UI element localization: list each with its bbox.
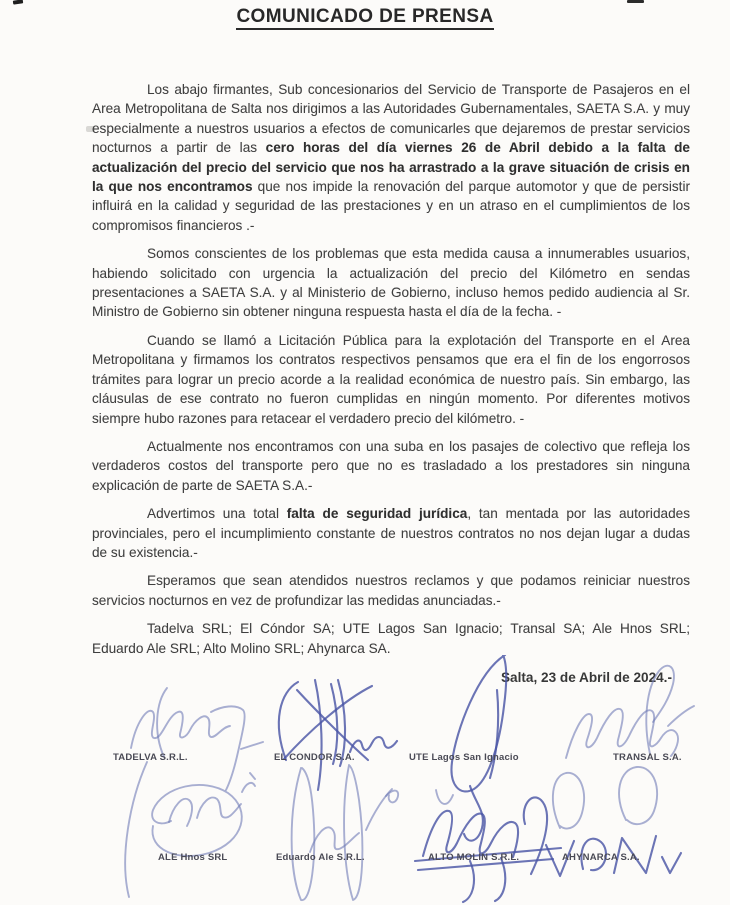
signature-el-condor — [279, 680, 397, 790]
document-paragraphs — [92, 80, 690, 667]
signature-label-eduardo-ale: Eduardo Ale S.R.L. — [276, 852, 365, 863]
signature-transal — [566, 666, 694, 758]
paragraph: Los abajo firmantes, Sub concesionarios del Servicio de Transporte de Pasajeros en el Area Metropolitana de Salta nos dirigimos a las Autoridades Gubernamentales, SAETA S.A. y muy especialmente a nuestros usuarios a efectos de comunicarles que dejaremos de prestar servicios nocturnos a partir de las cero horas del día viernes 26 de Abril debido a la falta de actualización del precio del servicio que nos ha arrastrado a la grave situación de crisis en la que nos encontramos que nos impide la renovación del parque automotor y que de persistir influirá en la calidad y seguridad de las prestaciones y en un atraso en el cumplimientos de los compromisos financieros .- — [92, 82, 690, 233]
signature-ale-hnos — [125, 762, 255, 897]
signature-ute-lagos — [436, 655, 506, 841]
document-title — [0, 6, 730, 28]
paragraph: Somos conscientes de los problemas que esta medida causa a innumerables usuarios, habiendo solicitado con urgencia la actualización del precio del Kilómetro en sendas presentaciones a SAETA S.A. y al Ministerio de Gobierno, incluso hemos pedido audiencia al Sr. Ministro de Gobierno sin obtener ninguna respuesta hasta el día de la fecha. - — [92, 246, 690, 320]
paragraph: Esperamos que sean atendidos nuestros reclamos y que podamos reiniciar nuestros servicios nocturnos en vez de profundizar las medidas anunciadas.- — [92, 573, 690, 608]
signature-tadelva — [131, 688, 263, 790]
signature-label-ahynarca: AHYNARCA S.A. — [562, 852, 640, 863]
paragraph: Actualmente nos encontramos con una suba en los pasajes de colectivo que refleja los verdaderos costos del transporte pero que no es trasladado a los prestadores sin ninguna explicación de parte de SAETA S.A.- — [92, 438, 690, 493]
paragraph: Tadelva SRL; El Cóndor SA; UTE Lagos San Ignacio; Transal SA; Ale Hnos SRL; Eduardo Ale SRL; Alto Molino SRL; Ahynarca SA. — [92, 621, 690, 656]
signature-label-ute-lagos: UTE Lagos San Ignacio — [409, 752, 519, 763]
scan-artifact — [13, 0, 23, 5]
signatures-block — [0, 655, 730, 905]
paragraph: Cuando se llamó a Licitación Pública para la explotación del Transporte en el Area Metropolitana y firmamos los contratos respectivos pensamos que era el fin de los engorrosos trámites para lograr un precio acorde a la realidad económica de nuestro país. Sin embargo, las cláusulas de ese contrato no fueron cumplidas en ningún momento. Por diferentes motivos siempre hubo razones para retacear el verdadero precio del kilómetro. - — [92, 332, 690, 426]
signature-label-transal: TRANSAL S.A. — [613, 752, 682, 763]
document-title-text: COMUNICADO DE PRENSA — [236, 6, 493, 30]
signature-alto-molino — [415, 797, 561, 902]
date-line: Salta, 23 de Abril de 2024.- — [500, 670, 672, 685]
paragraph: Advertimos una total falta de seguridad jurídica, tan mentada por las autoridades provinciales, pero el incumplimiento constante de nuestros contratos no nos dejan lugar a dudas de su existencia.- — [92, 506, 690, 560]
signature-label-el-condor: EL CONDOR S.A. — [274, 752, 355, 763]
signature-label-alto-molino: ALTO MOLIN S.R.L. — [428, 852, 520, 863]
scan-artifact — [627, 0, 644, 3]
signature-label-tadelva: TADELVA S.R.L. — [113, 752, 188, 763]
signature-eduardo-ale — [292, 765, 399, 900]
signature-label-ale-hnos: ALE Hnos SRL — [158, 852, 228, 863]
